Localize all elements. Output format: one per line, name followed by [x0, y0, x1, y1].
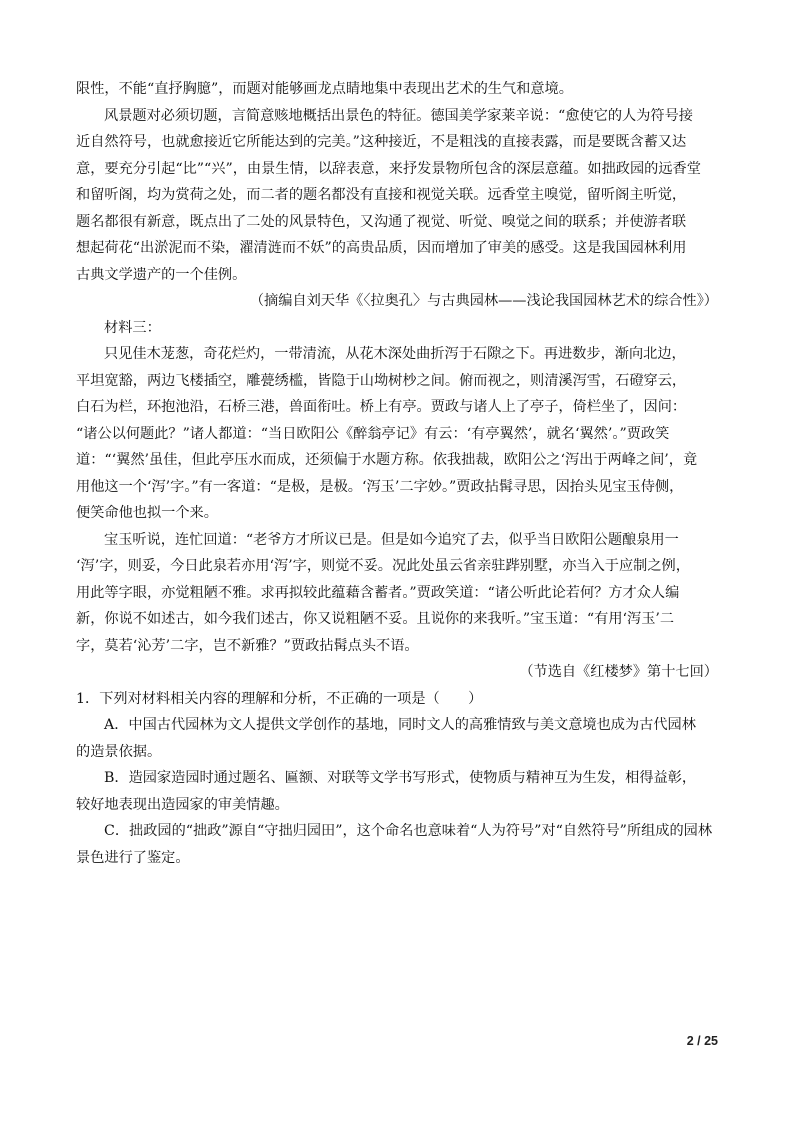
text-line: ‘泻’字，则妥，今日此泉若亦用‘泻’字，则觉不妥。况此处虽云省亲驻跸别墅，亦当入于应制之例， [76, 558, 690, 574]
text-line: 用此等字眼，亦觉粗陋不雅。求再拟较此蕴藉含蓄者。”贾政笑道：“诸公听此论若何？方才众人编 [76, 584, 680, 601]
text-line: 白石为栏，环抱池沿，石桥三港，兽面衔吐。桥上有亭。贾政与诸人上了亭子，倚栏坐了，因问： [76, 399, 687, 415]
text-line: 便笑命他也拟一个来。 [76, 505, 218, 521]
text-line: 材料三： [104, 319, 161, 336]
text-line: （节选自《红楼梦》第十七回） [519, 664, 718, 680]
text-line: 道：“‘翼然’虽佳，但此亭压水而成，还须偏于水题方称。依我拙裁，欧阳公之‘泻出于两峰之间’，竟 [76, 452, 698, 468]
text-line: 1．下列对材料相关内容的理解和分析，不正确的一项是（ ） [76, 690, 483, 707]
text-line: 近自然符号，也就愈接近它所能达到的完美。”这种接近，不是粗浅的直接表露，而是要既含蓄又达 [76, 134, 687, 150]
text-line: 风景题对必须切题，言简意赅地概括出景色的特征。德国美学家莱辛说：“愈使它的人为符号接 [104, 107, 693, 124]
text-line: 限性，不能“直抒胸臆”，而题对能够画龙点睛地集中表现出艺术的生气和意境。 [76, 81, 573, 97]
text-line: 宝玉听说，连忙回道：“老爷方才所议已是。但是如今追究了去，似乎当日欧阳公题酿泉用一 [104, 531, 679, 548]
page-number: 2 / 25 [686, 1034, 718, 1048]
document-body [76, 76, 718, 871]
text-line: （摘编自刘天华《〈拉奥孔〉与古典园林——浅论我国园林艺术的综合性》） [249, 293, 718, 309]
text-line: 的造景依据。 [76, 743, 162, 760]
text-line: 字，莫若‘沁芳’二字，岂不新雅？”贾政拈髯点头不语。 [76, 637, 419, 654]
text-line: C．拙政园的“拙政”源自“守拙归园田”，这个命名也意味着“人为符号”对“自然符号”所组成的园林 [104, 823, 713, 839]
text-line: 想起荷花“出淤泥而不染，濯清涟而不妖”的高贵品质，因而增加了审美的感受。这是我国园林利用 [76, 240, 687, 256]
text-line: 平坦宽豁，两边飞楼插空，雕甍绣槛，皆隐于山坳树杪之间。俯而视之，则清溪泻雪，石磴穿云， [76, 372, 687, 389]
text-line: 只见佳木茏葱，奇花烂灼，一带清流，从花木深处曲折泻于石隙之下。再进数步，渐向北边， [104, 346, 686, 362]
text-line: 意，要充分引起“比”“兴”，由景生情，以辞表意，来抒发景物所包含的深层意蕴。如拙政园的远香堂 [76, 160, 701, 177]
text-line: 新，你说不如述古，如今我们述古，你又说粗陋不妥。且说你的来我听。”宝玉道：“有用‘泻玉’二 [76, 611, 675, 627]
text-line: A．中国古代园林为文人提供文学创作的基地，同时文人的高雅情致与美文意境也成为古代园林 [104, 717, 696, 733]
text-line: 和留听阁，均为赏荷之处，而二者的题名都没有直接和视觉关联。远香堂主嗅觉，留听阁主听觉， [76, 187, 687, 203]
text-line: 古典文学遗产的一个佳例。 [76, 266, 247, 283]
text-line: B．造园家造园时通过题名、匾额、对联等文学书写形式，使物质与精神互为生发，相得益彰， [104, 770, 697, 786]
text-line: “诸公以何题此？”诸人都道：“当日欧阳公《醉翁亭记》有云：‘有亭翼然’，就名‘翼然’。”贾政笑 [76, 425, 670, 442]
text-line: 景色进行了鉴定。 [76, 849, 190, 866]
text-line: 较好地表现出造园家的审美情趣。 [76, 796, 289, 813]
text-line: 用他这一个‘泻’字。”有一客道：“是极，是极。‘泻玉’二字妙。”贾政拈髯寻思，因抬头见宝玉侍侧， [76, 478, 684, 495]
text-line: 题名都很有新意，既点出了二处的风景特色，又沟通了视觉、听觉、嗅觉之间的联系；并使游者联 [76, 213, 687, 230]
